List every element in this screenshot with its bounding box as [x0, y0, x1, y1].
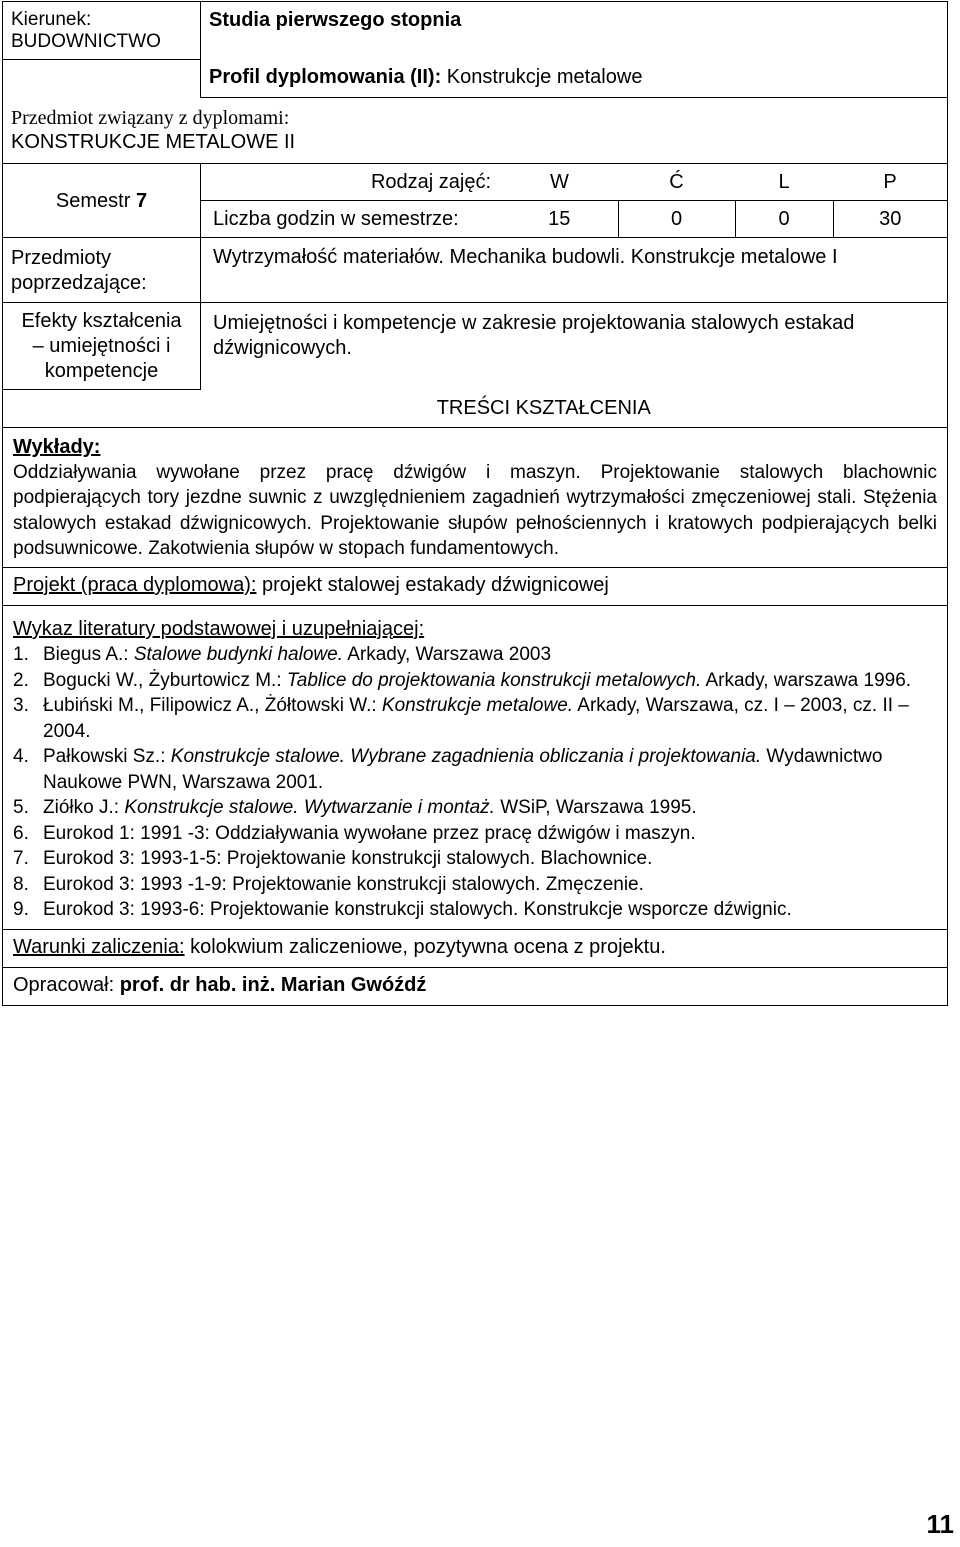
item-title: Konstrukcje metalowe.: [381, 695, 574, 717]
lectures-cell: [3, 428, 948, 568]
item-number: 6.: [13, 822, 29, 844]
blank-cell: [3, 60, 201, 98]
item-publisher: Arkady, Warszawa, cz. I – 2003, cz. II – 2004.: [43, 695, 909, 742]
conditions-cell: [3, 929, 948, 967]
syllabus-sheet: [2, 1, 947, 1006]
rodzaj-label: Rodzaj zajęć:: [201, 164, 501, 201]
prereq-label-cell: [3, 238, 201, 303]
item-number: 9.: [13, 899, 29, 921]
item-number: 4.: [13, 746, 29, 768]
hours-c: 0: [618, 201, 735, 238]
hours-label: Liczba godzin w semestrze:: [213, 208, 459, 230]
item-title: Tablice do projektowania konstrukcji metalowych.: [286, 669, 702, 691]
item-number: 8.: [13, 873, 29, 895]
item-publisher: Wydawnictwo Naukowe PWN, Warszawa 2001.: [43, 746, 883, 793]
effects-label-3: kompetencje: [44, 360, 159, 382]
semester-cell: [3, 164, 201, 238]
item-number: 5.: [13, 797, 29, 819]
literature-item: [13, 821, 937, 847]
literature-item: [13, 744, 937, 795]
blank-cell: [3, 390, 201, 428]
item-text: Eurokod 1: 1991 -3: Oddziaływania wywołane przez pracę dźwigów i maszyn.: [43, 822, 696, 844]
item-text: Eurokod 3: 1993-1-5: Projektowanie konstrukcji stalowych. Blachownice.: [43, 848, 653, 870]
item-publisher: WSiP, Warszawa 1995.: [494, 797, 697, 819]
item-author: Pałkowski Sz.:: [43, 746, 171, 768]
item-number: 1.: [13, 644, 29, 666]
literature-item: [13, 795, 937, 821]
study-level: Studia pierwszego stopnia: [201, 2, 948, 60]
item-number: 2.: [13, 669, 29, 691]
type-c: Ć: [618, 164, 735, 201]
item-title: Konstrukcje stalowe. Wytwarzanie i montaż.: [124, 797, 495, 819]
subject-name: KONSTRUKCJE METALOWE II: [11, 131, 296, 153]
kierunek-value: BUDOWNICTWO: [11, 31, 161, 52]
author-name: prof. dr hab. inż. Marian Gwóźdź: [119, 973, 427, 996]
kierunek-label: Kierunek:: [11, 9, 92, 30]
item-text: Eurokod 3: 1993-6: Projektowanie konstrukcji stalowych. Konstrukcje wsporcze dźwignic.: [43, 899, 792, 921]
type-l: L: [735, 164, 833, 201]
profile-value: Konstrukcje metalowe: [446, 65, 643, 88]
item-publisher: Arkady, Warszawa 2003: [342, 644, 552, 666]
subject-label: Przedmiot związany z dyplomami:: [11, 107, 290, 129]
type-p: P: [833, 164, 947, 201]
literature-item: [13, 668, 937, 694]
item-author: Ziółko J.:: [43, 797, 125, 819]
literature-item: [13, 846, 937, 872]
project-label: Projekt (praca dyplomowa):: [13, 574, 257, 597]
semester-label: Semestr: [55, 189, 131, 212]
conditions-label: Warunki zaliczenia:: [13, 935, 185, 958]
prereq-label-2: poprzedzające:: [11, 272, 147, 294]
item-author: Bogucki W., Żyburtowicz M.:: [43, 669, 287, 691]
hours-p: 30: [833, 201, 947, 238]
lectures-label: Wykłady:: [13, 436, 101, 458]
conditions-text: kolokwium zaliczeniowe, pozytywna ocena z projektu.: [190, 935, 666, 958]
item-author: Biegus A.:: [43, 644, 134, 666]
item-author: Łubiński M., Filipowicz A., Żółtowski W.:: [43, 695, 382, 717]
literature-item: [13, 897, 937, 923]
lectures-text: Oddziaływania wywołane przez pracę dźwigów i maszyn. Projektowanie stalowych blachownic podpierających tory jezdne suwnic z uwzględnieniem zagadnień wytrzymałości zmęczeniowej stali. Stężenia stalowych estakad dźwignicowych. Projektowanie słupów pełnościennych i kratowych podpierających belki podsuwnicowe. Zakotwienia słupów w stopach fundamentowych.: [13, 462, 937, 559]
literature-item: [13, 642, 937, 668]
effects-value: Umiejętności i kompetencje w zakresie projektowania stalowych estakad dźwignicowych.: [201, 303, 948, 390]
literature-item: [13, 872, 937, 898]
literature-cell: [3, 606, 948, 930]
profile-label: Profil dyplomowania (II):: [209, 65, 442, 88]
semester-number: 7: [135, 189, 148, 212]
effects-label-2: – umiejętności i: [32, 335, 171, 357]
item-title: Konstrukcje stalowe. Wybrane zagadnienia obliczania i projektowania.: [170, 746, 762, 768]
effects-label-cell: [3, 303, 201, 390]
literature-label: Wykaz literatury podstawowej i uzupełniającej:: [13, 618, 425, 641]
subject-cell: [3, 98, 948, 164]
type-w: W: [501, 164, 618, 201]
hours-table: [201, 164, 947, 237]
item-number: 7.: [13, 848, 29, 870]
content-heading: TREŚCI KSZTAŁCENIA: [201, 390, 948, 428]
literature-list: [13, 642, 937, 923]
prereq-label-1: Przedmioty: [11, 247, 112, 269]
hours-cell: [201, 164, 948, 238]
literature-item: [13, 693, 937, 744]
page-number: 11: [926, 1509, 954, 1539]
field-cell: [3, 2, 201, 60]
hours-w: 15: [548, 208, 571, 230]
item-text: Eurokod 3: 1993 -1-9: Projektowanie konstrukcji stalowych. Zmęczenie.: [43, 873, 644, 895]
item-number: 3.: [13, 695, 29, 717]
profile-cell: [201, 60, 948, 98]
item-publisher: Arkady, warszawa 1996.: [701, 669, 912, 691]
project-text: projekt stalowej estakady dźwignicowej: [262, 574, 609, 597]
hours-l: 0: [735, 201, 833, 238]
author-label: Opracował:: [13, 973, 115, 996]
prereq-value: Wytrzymałość materiałów. Mechanika budowli. Konstrukcje metalowe I: [201, 238, 948, 303]
author-cell: [3, 967, 948, 1005]
project-cell: [3, 568, 948, 606]
item-title: Stalowe budynki halowe.: [133, 644, 343, 666]
effects-label-1: Efekty kształcenia: [21, 310, 182, 332]
syllabus-table: [2, 1, 948, 1006]
